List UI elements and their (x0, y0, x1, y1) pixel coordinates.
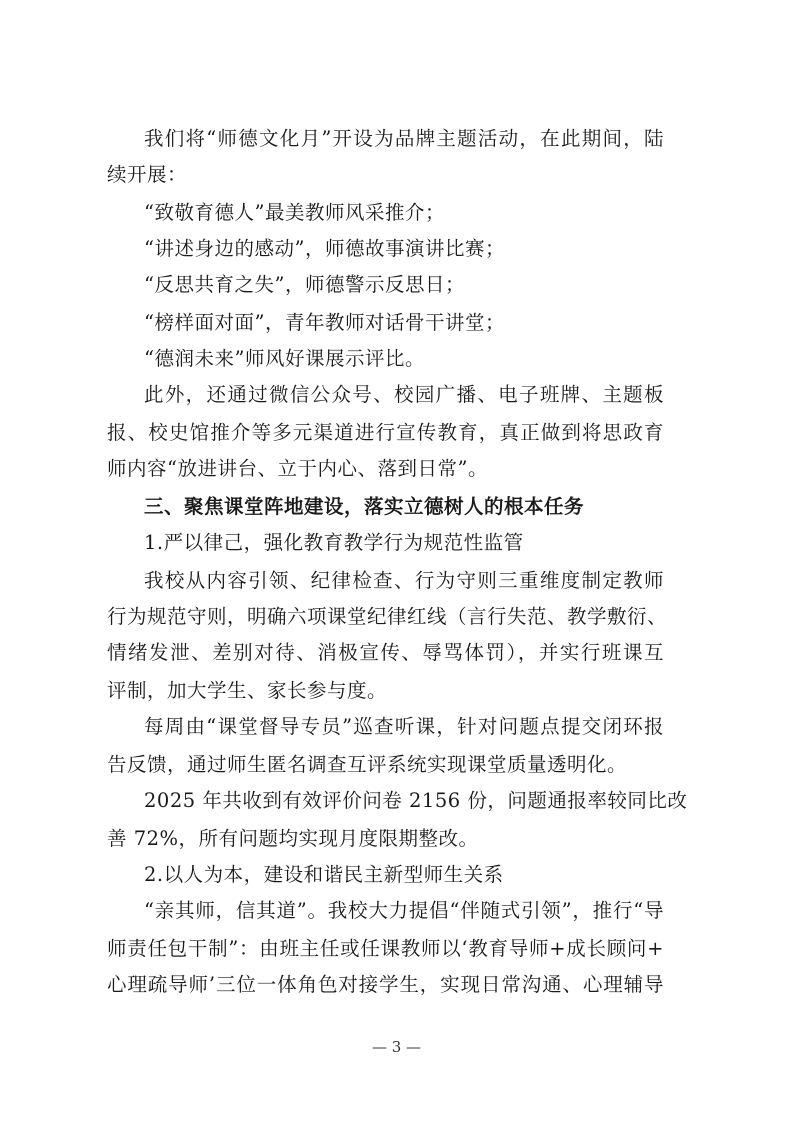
subsection-heading: 1.严以律己，强化教育教学行为规范性监管 (144, 531, 524, 554)
paragraph-line: 每周由“课堂督导专员”巡查听课，针对问题点提交闭环报 (144, 715, 664, 738)
paragraph-line: 我们将“师德文化月”开设为品牌主题活动，在此期间，陆 (144, 127, 664, 150)
page-number: — 3 — (371, 1038, 422, 1056)
paragraph-line: 评制，加大学生、家长参与度。 (107, 679, 388, 702)
paragraph-line: 报、校史馆推介等多元渠道进行宣传教育，真正做到将思政育 (107, 421, 664, 444)
paragraph-line: 我校从内容引领、纪律检查、行为守则三重维度制定教师 (144, 569, 664, 592)
paragraph-line: 师内容“放进讲台、立于内心、落到日常”。 (107, 457, 488, 480)
paragraph-line: 心理疏导师’三位一体角色对接学生，实现日常沟通、心理辅导 (107, 973, 664, 996)
paragraph-line: 情绪发泄、差别对待、消极宣传、辱骂体罚），并实行班课互 (107, 641, 664, 664)
list-item: “讲述身边的感动”，师德故事演讲比赛； (144, 237, 505, 260)
paragraph-line: 告反馈，通过师生匿名调查互评系统实现课堂质量透明化。 (107, 753, 628, 776)
list-item: “致敬育德人”最美教师风采推介； (144, 201, 445, 224)
paragraph-line: 此外，还通过微信公众号、校园广播、电子班牌、主题板 (144, 383, 664, 406)
list-item: “反思共育之失”，师德警示反思日； (144, 273, 465, 296)
paragraph-line: 师责任包干制”：由班主任或任课教师以‘教育导师+成长顾问+ (107, 937, 664, 960)
paragraph-line: “亲其师，信其道”。我校大力提倡“伴随式引领”，推行“导 (144, 899, 664, 922)
list-item: “德润未来”师风好课展示评比。 (144, 347, 425, 370)
section-heading: 三、聚焦课堂阵地建设，落实立德树人的根本任务 (144, 495, 585, 518)
list-item: “榜样面对面”，青年教师对话骨干讲堂； (144, 311, 505, 334)
subsection-heading: 2.以人为本，建设和谐民主新型师生关系 (144, 863, 504, 886)
paragraph-line: 善 72%，所有问题均实现月度限期整改。 (107, 827, 479, 850)
paragraph-line: 2025 年共收到有效评价问卷 2156 份，问题通报率较同比改 (144, 789, 688, 812)
paragraph-line: 续开展： (107, 163, 188, 186)
paragraph-line: 行为规范守则，明确六项课堂纪律红线（言行失范、教学敷衍、 (107, 605, 668, 628)
